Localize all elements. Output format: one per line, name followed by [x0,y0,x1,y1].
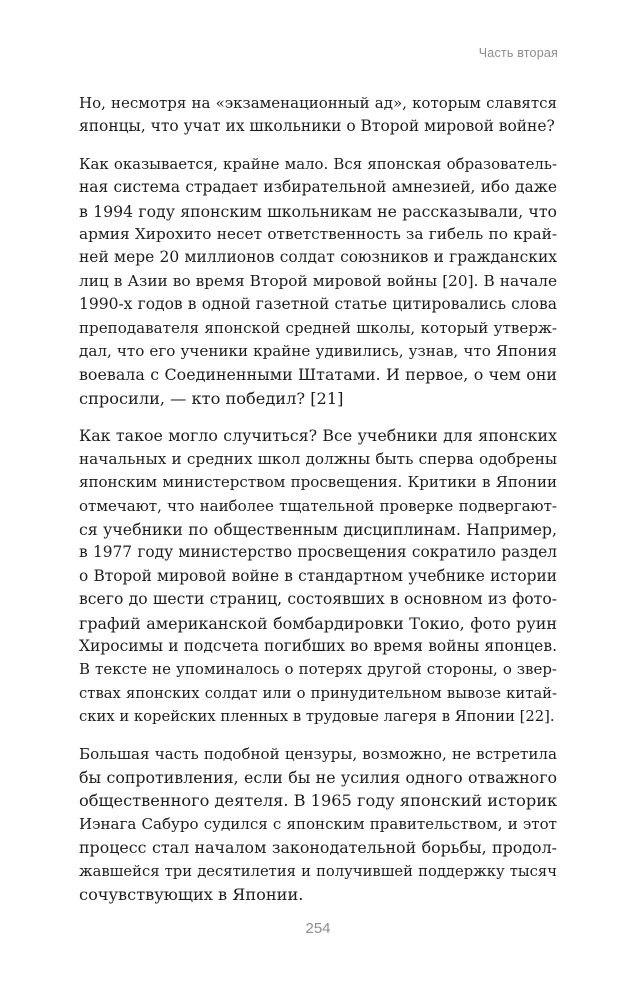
text-line: бы сопротивления, если бы не усилия одного отважного [79,767,557,787]
text-line: ней мере 20 миллионов солдат союзников и гражданских [79,248,557,267]
text-line: отмечают, что наиболее тщательной проверке подвергают- [79,496,557,515]
text-line: жавшейся три десятилетия и получившей поддержку тысяч [79,862,557,880]
text-line: Но, несмотря на «экзаменационный ад», которым славятся [79,94,557,112]
text-line: лиц в Азии во время Второй мировой войны [20]. В начале [79,271,557,290]
text-line: Как такое могло случиться? Все учебники для японских [79,426,557,446]
text-line: в 1994 году японским школьникам не рассказывали, что [79,201,557,221]
text-line: спросили, — кто победил? [21] [79,388,344,408]
text-line: В тексте не упоминалось о потерях другой стороны, о звер- [79,660,557,679]
text-line: Иэнага Сабуро судился с японским правительством, и этот [79,814,557,833]
text-line: ная система страдает избирательной амнезией, ибо даже [79,178,557,197]
paragraph [79,743,557,907]
text-line: о Второй мировой войне в стандартном учебнике истории [79,566,557,585]
text-line: процесс стал началом законодательной борьбы, продол- [79,838,557,858]
text-line: всего до шести страниц, состоявших в основном из фото- [79,590,557,609]
text-line: общественного деятеля. В 1965 году японский историк [79,791,558,811]
text-line: ся учебники по общественным дисциплинам. Например, [79,519,557,539]
page-number: 254 [305,920,331,937]
paragraph [79,153,557,410]
text-line: армия Хирохито несет ответственность за гибель по край- [79,225,557,244]
text-line: японским министерством просвещения. Критики в Японии [79,473,557,492]
text-line: дал, что его ученики крайне удивились, узнав, что Япония [79,342,557,361]
text-line: ствах японских солдат или о принудительном вывозе китай- [79,684,557,702]
text-line: Большая часть подобной цензуры, возможно, не встретила [79,744,557,763]
text-line: воевала с Соединенными Штатами. И первое, о чем они [79,365,557,385]
body-text [79,92,557,920]
text-line: японцы, что учат их школьники о Второй мировой войне? [79,117,555,136]
text-line: сочувствующих в Японии. [79,885,304,904]
text-line: графий американской бомбардировки Токио, фото руин [79,613,557,633]
text-line: преподавателя японской средней школы, который утверж- [79,318,557,337]
paragraph [79,424,557,728]
text-line: начальных и средних школ должны быть сперва одобрены [79,449,557,468]
running-head: Часть вторая [478,46,558,60]
text-line: Хиросимы и подсчета погибших во время войны японцев. [79,636,557,655]
text-line: в 1977 году министерство просвещения сократило раздел [79,543,557,562]
text-line: 1990-х годов в одной газетной статье цитировались слова [79,295,557,314]
paragraph [79,92,557,139]
text-line: ских и корейских пленных в трудовые лагеря в Японии [22]. [79,708,555,726]
text-line: Как оказывается, крайне мало. Вся японская образователь- [79,154,557,173]
